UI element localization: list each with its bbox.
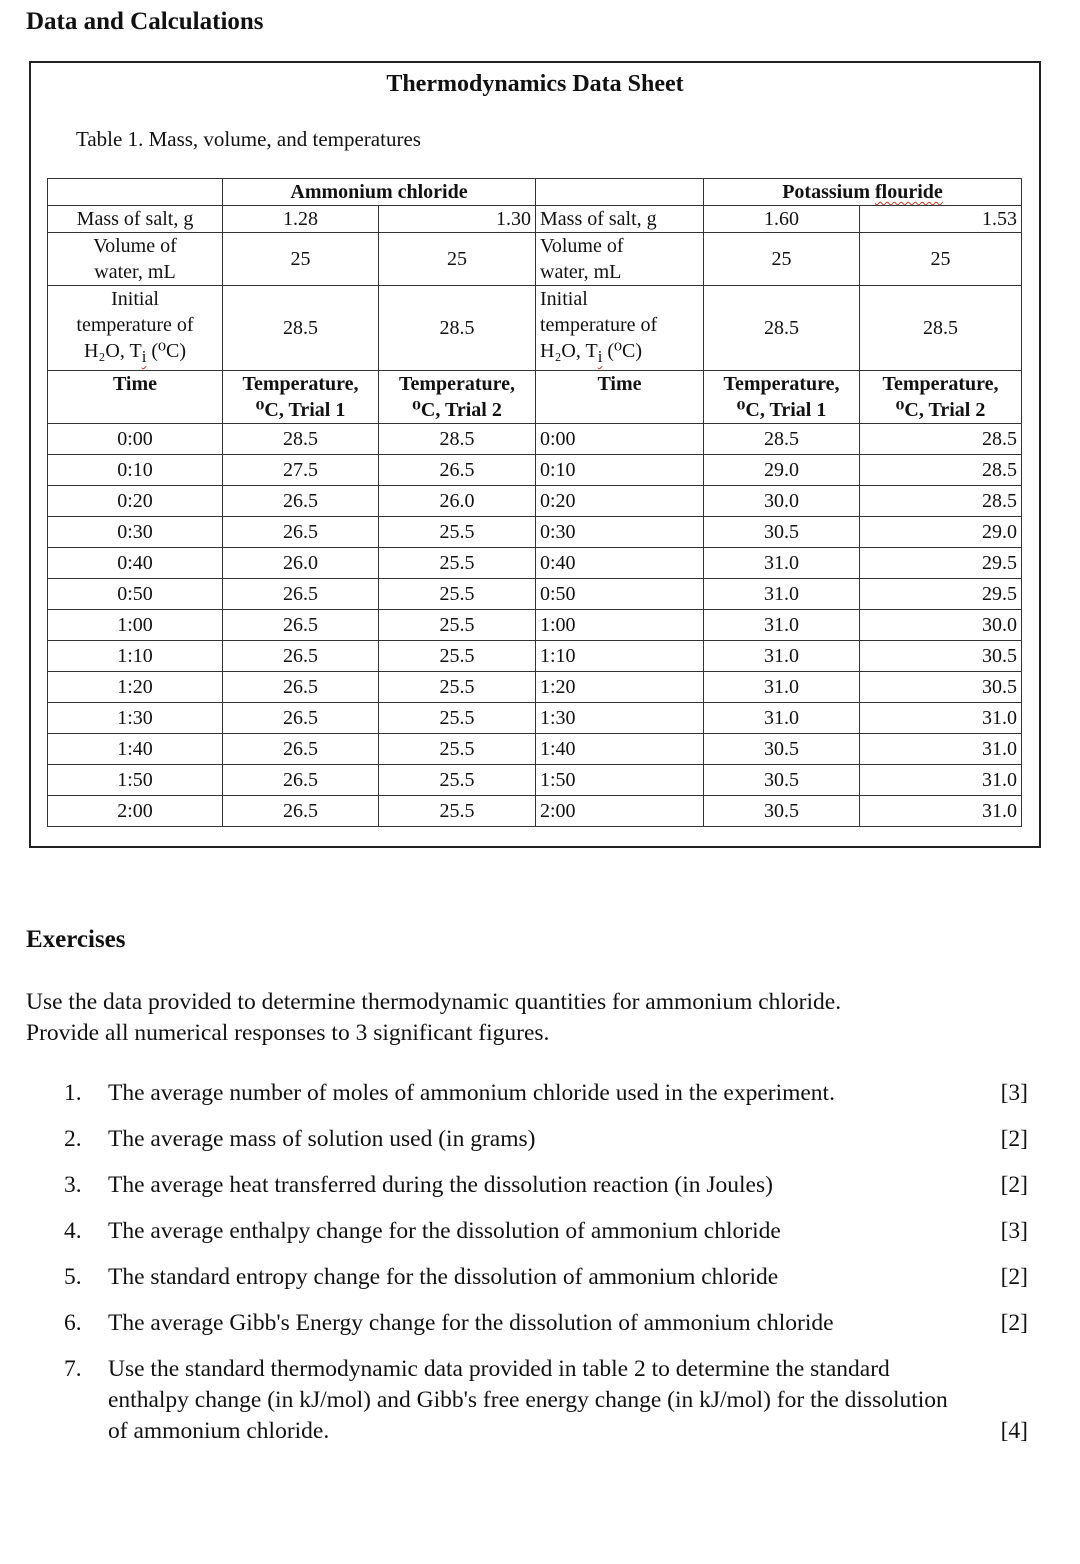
- exercise-text: The average Gibb's Energy change for the dissolution of ammonium chloride: [108, 1310, 834, 1336]
- time-header-right: Time: [536, 371, 704, 424]
- exercises-intro: [26, 987, 841, 1049]
- nh4cl-trial-2-cell: 25.5: [379, 579, 536, 610]
- table-row: [48, 765, 1022, 796]
- exercise-item: [64, 1124, 1030, 1155]
- intro-line-1: Use the data provided to determine thermodynamic quantities for ammonium chloride.: [26, 989, 842, 1015]
- time-right-cell: 0:30: [536, 517, 704, 548]
- exercise-number: 5.: [64, 1264, 82, 1290]
- volume-right-trial-2: 25: [860, 233, 1022, 286]
- initial-temp-row: [48, 286, 1022, 371]
- exercise-item: [64, 1170, 1030, 1201]
- volume-label-right: Volume of water, mL: [536, 233, 704, 286]
- exercise-text: The average mass of solution used (in grams): [108, 1126, 536, 1152]
- exercise-text: The average enthalpy change for the dissolution of ammonium chloride: [108, 1218, 781, 1244]
- nh4cl-trial-1-cell: 26.5: [223, 703, 379, 734]
- nh4cl-trial-2-cell: 26.0: [379, 486, 536, 517]
- table-row: [48, 424, 1022, 455]
- nh4cl-trial-2-cell: 28.5: [379, 424, 536, 455]
- nh4cl-trial-2-cell: 25.5: [379, 796, 536, 827]
- exercise-item: [64, 1354, 1030, 1447]
- nh4cl-trial-2-cell: 26.5: [379, 455, 536, 486]
- volume-row: [48, 233, 1022, 286]
- sheet-title: Thermodynamics Data Sheet: [386, 71, 684, 97]
- exercise-marks: [2]: [1000, 1264, 1028, 1290]
- mass-left-trial-1: 1.28: [223, 206, 379, 233]
- nh4cl-trial-1-cell: 26.0: [223, 548, 379, 579]
- kf-trial-1-cell: 30.5: [704, 796, 860, 827]
- mass-label-right: Mass of salt, g: [536, 206, 704, 233]
- time-right-cell: 0:20: [536, 486, 704, 517]
- time-left-cell: 1:20: [48, 672, 223, 703]
- nh4cl-trial-1-cell: 26.5: [223, 486, 379, 517]
- kf-trial-2-cell: 31.0: [860, 734, 1022, 765]
- volume-left-trial-1: 25: [223, 233, 379, 286]
- kf-trial-1-cell: 30.5: [704, 734, 860, 765]
- exercise-item: [64, 1308, 1030, 1339]
- time-left-cell: 1:00: [48, 610, 223, 641]
- time-right-cell: 1:40: [536, 734, 704, 765]
- empty-cell: [536, 179, 704, 206]
- column-header-row: [48, 371, 1022, 424]
- table-row: [48, 517, 1022, 548]
- time-left-cell: 0:40: [48, 548, 223, 579]
- nh4cl-trial-1-cell: 26.5: [223, 765, 379, 796]
- kf-trial-1-cell: 31.0: [704, 548, 860, 579]
- time-right-cell: 0:50: [536, 579, 704, 610]
- temp-trial-1-header-left: Temperature, ⁰C, Trial 1: [223, 371, 379, 424]
- volume-label-left: Volume of water, mL: [48, 233, 223, 286]
- volume-right-trial-1: 25: [704, 233, 860, 286]
- time-series-rows: [48, 424, 1022, 827]
- exercise-number: 2.: [64, 1126, 82, 1152]
- data-sheet-box: [29, 61, 1041, 848]
- time-left-cell: 2:00: [48, 796, 223, 827]
- nh4cl-trial-1-cell: 26.5: [223, 672, 379, 703]
- time-right-cell: 1:30: [536, 703, 704, 734]
- mass-right-trial-1: 1.60: [704, 206, 860, 233]
- time-left-cell: 0:00: [48, 424, 223, 455]
- kf-trial-2-cell: 28.5: [860, 455, 1022, 486]
- salt-name-part-1: Potassium: [782, 181, 876, 203]
- exercise-text: The standard entropy change for the dissolution of ammonium chloride: [108, 1264, 779, 1290]
- time-right-cell: 1:50: [536, 765, 704, 796]
- kf-trial-2-cell: 29.0: [860, 517, 1022, 548]
- time-right-cell: 1:20: [536, 672, 704, 703]
- initial-temp-label-left: Initial temperature of H₂O, $T_i$ (⁰C): [48, 286, 223, 371]
- exercise-number: 6.: [64, 1310, 82, 1336]
- mass-label-left: Mass of salt, g: [48, 206, 223, 233]
- exercise-number: 3.: [64, 1172, 82, 1198]
- kf-trial-2-cell: 31.0: [860, 796, 1022, 827]
- exercise-text: The average number of moles of ammonium chloride used in the experiment.: [108, 1080, 835, 1106]
- table-row: [48, 672, 1022, 703]
- empty-cell: [48, 179, 223, 206]
- time-right-cell: 0:00: [536, 424, 704, 455]
- kf-trial-2-cell: 29.5: [860, 548, 1022, 579]
- temp-trial-2-header-left: Temperature, ⁰C, Trial 2: [379, 371, 536, 424]
- nh4cl-trial-1-cell: 26.5: [223, 734, 379, 765]
- time-right-cell: 1:10: [536, 641, 704, 672]
- time-right-cell: 2:00: [536, 796, 704, 827]
- kf-trial-2-cell: 29.5: [860, 579, 1022, 610]
- time-left-cell: 0:20: [48, 486, 223, 517]
- nh4cl-trial-2-cell: 25.5: [379, 765, 536, 796]
- kf-trial-1-cell: 30.0: [704, 486, 860, 517]
- exercise-item: [64, 1262, 1030, 1293]
- time-left-cell: 1:40: [48, 734, 223, 765]
- table-row: [48, 610, 1022, 641]
- initial-temp-right-trial-2: 28.5: [860, 286, 1022, 371]
- kf-trial-1-cell: 31.0: [704, 579, 860, 610]
- table-row: [48, 734, 1022, 765]
- kf-trial-1-cell: 30.5: [704, 517, 860, 548]
- exercise-list: [64, 1078, 1030, 1462]
- nh4cl-trial-2-cell: 25.5: [379, 641, 536, 672]
- exercise-number: 1.: [64, 1080, 82, 1106]
- table-caption: Table 1. Mass, volume, and temperatures: [76, 127, 421, 151]
- exercise-text: Use the standard thermodynamic data provided in table 2 to determine the standard enthalpy change (in kJ/mol) and Gibb's free energy change (in kJ/mol) for the dissolution of ammonium chloride.: [108, 1356, 948, 1444]
- kf-trial-1-cell: 28.5: [704, 424, 860, 455]
- mass-right-trial-2: 1.53: [860, 206, 1022, 233]
- time-left-cell: 0:30: [48, 517, 223, 548]
- temp-trial-1-header-right: Temperature, ⁰C, Trial 1: [704, 371, 860, 424]
- temp-trial-2-header-right: Temperature, ⁰C, Trial 2: [860, 371, 1022, 424]
- exercise-item: [64, 1216, 1030, 1247]
- kf-trial-2-cell: 30.5: [860, 672, 1022, 703]
- kf-trial-1-cell: 31.0: [704, 610, 860, 641]
- mass-left-trial-2: 1.30: [379, 206, 536, 233]
- nh4cl-trial-2-cell: 25.5: [379, 672, 536, 703]
- nh4cl-trial-2-cell: 25.5: [379, 548, 536, 579]
- kf-trial-1-cell: 31.0: [704, 672, 860, 703]
- kf-trial-1-cell: 31.0: [704, 703, 860, 734]
- time-left-cell: 1:30: [48, 703, 223, 734]
- salt-name-ammonium-chloride: Ammonium chloride: [223, 179, 536, 206]
- table-row: [48, 455, 1022, 486]
- initial-temp-left-trial-2: 28.5: [379, 286, 536, 371]
- nh4cl-trial-1-cell: 26.5: [223, 517, 379, 548]
- table-row: [48, 641, 1022, 672]
- volume-left-trial-2: 25: [379, 233, 536, 286]
- time-right-cell: 1:00: [536, 610, 704, 641]
- kf-trial-2-cell: 31.0: [860, 703, 1022, 734]
- time-left-cell: 0:50: [48, 579, 223, 610]
- kf-trial-2-cell: 30.0: [860, 610, 1022, 641]
- salt-name-potassium-flouride: [704, 179, 1022, 206]
- nh4cl-trial-1-cell: 26.5: [223, 579, 379, 610]
- kf-trial-1-cell: 31.0: [704, 641, 860, 672]
- data-and-calculations-heading: Data and Calculations: [26, 8, 264, 35]
- exercise-marks: [4]: [1000, 1418, 1028, 1444]
- exercises-heading: Exercises: [26, 926, 126, 953]
- kf-trial-2-cell: 28.5: [860, 486, 1022, 517]
- kf-trial-1-cell: 30.5: [704, 765, 860, 796]
- nh4cl-trial-1-cell: 26.5: [223, 610, 379, 641]
- nh4cl-trial-1-cell: 28.5: [223, 424, 379, 455]
- salt-name-row: [48, 179, 1022, 206]
- table-row: [48, 486, 1022, 517]
- table-row: [48, 703, 1022, 734]
- time-header-left: Time: [48, 371, 223, 424]
- kf-trial-2-cell: 31.0: [860, 765, 1022, 796]
- initial-temp-label-right: Initial temperature of H₂O, $T_i$ (⁰C): [536, 286, 704, 371]
- exercise-number: 7.: [64, 1356, 82, 1382]
- exercise-number: 4.: [64, 1218, 82, 1244]
- exercise-marks: [2]: [1000, 1126, 1028, 1152]
- time-left-cell: 0:10: [48, 455, 223, 486]
- time-right-cell: 0:40: [536, 548, 704, 579]
- intro-line-2: Provide all numerical responses to 3 significant figures.: [26, 1020, 550, 1046]
- exercise-item: [64, 1078, 1030, 1109]
- nh4cl-trial-1-cell: 26.5: [223, 641, 379, 672]
- exercise-marks: [2]: [1000, 1172, 1028, 1198]
- mass-row: [48, 206, 1022, 233]
- kf-trial-2-cell: 28.5: [860, 424, 1022, 455]
- time-right-cell: 0:10: [536, 455, 704, 486]
- nh4cl-trial-1-cell: 27.5: [223, 455, 379, 486]
- table-row: [48, 579, 1022, 610]
- exercise-text: The average heat transferred during the dissolution reaction (in Joules): [108, 1172, 773, 1198]
- nh4cl-trial-2-cell: 25.5: [379, 517, 536, 548]
- time-left-cell: 1:10: [48, 641, 223, 672]
- nh4cl-trial-2-cell: 25.5: [379, 734, 536, 765]
- initial-temp-left-trial-1: 28.5: [223, 286, 379, 371]
- data-table: [47, 178, 1022, 827]
- exercise-marks: [3]: [1000, 1218, 1028, 1244]
- nh4cl-trial-1-cell: 26.5: [223, 796, 379, 827]
- salt-name-part-2-misspelled: flouride: [875, 181, 943, 203]
- time-left-cell: 1:50: [48, 765, 223, 796]
- exercise-marks: [2]: [1000, 1310, 1028, 1336]
- table-row: [48, 548, 1022, 579]
- kf-trial-2-cell: 30.5: [860, 641, 1022, 672]
- nh4cl-trial-2-cell: 25.5: [379, 610, 536, 641]
- exercise-marks: [3]: [1000, 1080, 1028, 1106]
- kf-trial-1-cell: 29.0: [704, 455, 860, 486]
- initial-temp-right-trial-1: 28.5: [704, 286, 860, 371]
- nh4cl-trial-2-cell: 25.5: [379, 703, 536, 734]
- table-row: [48, 796, 1022, 827]
